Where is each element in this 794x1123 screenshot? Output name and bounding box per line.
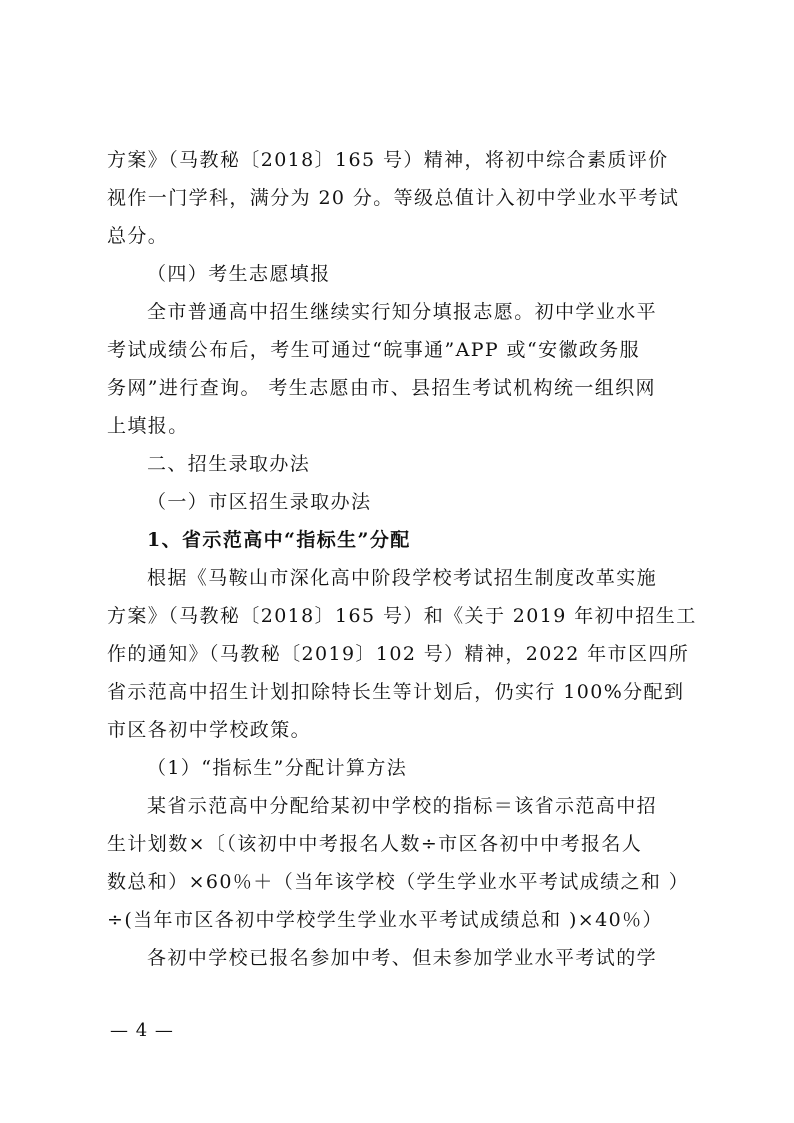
paragraph-line: 考试成绩公布后，考生可通过“皖事通”APP 或“安徽政务服 <box>107 339 641 361</box>
section-heading: （1）“指标生”分配计算方法 <box>147 757 408 779</box>
section-heading: 1、省示范高中“指标生”分配 <box>147 529 411 551</box>
paragraph-line: 某省示范高中分配给某初中学校的指标＝该省示范高中招 <box>147 795 658 817</box>
section-heading: （四）考生志愿填报 <box>147 263 331 285</box>
paragraph-line: 全市普通高中招生继续实行知分填报志愿。初中学业水平 <box>147 301 658 323</box>
paragraph-line: 总分。 <box>107 225 169 247</box>
paragraph-line: 市区各初中学校政策。 <box>107 719 312 741</box>
paragraph-line: 方案》（马教秘〔2018〕165 号）精神，将初中综合素质评价 <box>107 149 669 171</box>
page-number: — 4 — <box>110 1020 174 1041</box>
paragraph-line: 数总和）×60％＋（当年该学校（学生学业水平考试成绩之和 ） <box>107 871 690 893</box>
paragraph-line: ÷(当年市区各初中学校学生学业水平考试成绩总和 )×40％） <box>107 909 663 931</box>
paragraph-line: 上填报。 <box>107 415 189 437</box>
paragraph-line: 根据《马鞍山市深化高中阶段学校考试招生制度改革实施 <box>147 567 658 589</box>
paragraph-line: 作的通知》（马教秘〔2019〕102 号）精神，2022 年市区四所 <box>107 643 690 665</box>
paragraph-line: 务网”进行查询。 考生志愿由市、县招生考试机构统一组织网 <box>107 377 656 399</box>
section-heading: 二、招生录取办法 <box>147 453 311 475</box>
paragraph-line: 各初中学校已报名参加中考、但未参加学业水平考试的学 <box>147 947 658 969</box>
paragraph-line: 视作一门学科，满分为 20 分。等级总值计入初中学业水平考试 <box>107 187 680 209</box>
paragraph-line: 生计划数×〔（该初中中考报名人数÷市区各初中中考报名人 <box>107 833 643 855</box>
paragraph-line: 方案》（马教秘〔2018〕165 号）和《关于 2019 年初中招生工 <box>107 605 697 627</box>
section-heading: （一）市区招生录取办法 <box>147 491 372 513</box>
paragraph-line: 省示范高中招生计划扣除特长生等计划后，仍实行 100%分配到 <box>107 681 685 703</box>
